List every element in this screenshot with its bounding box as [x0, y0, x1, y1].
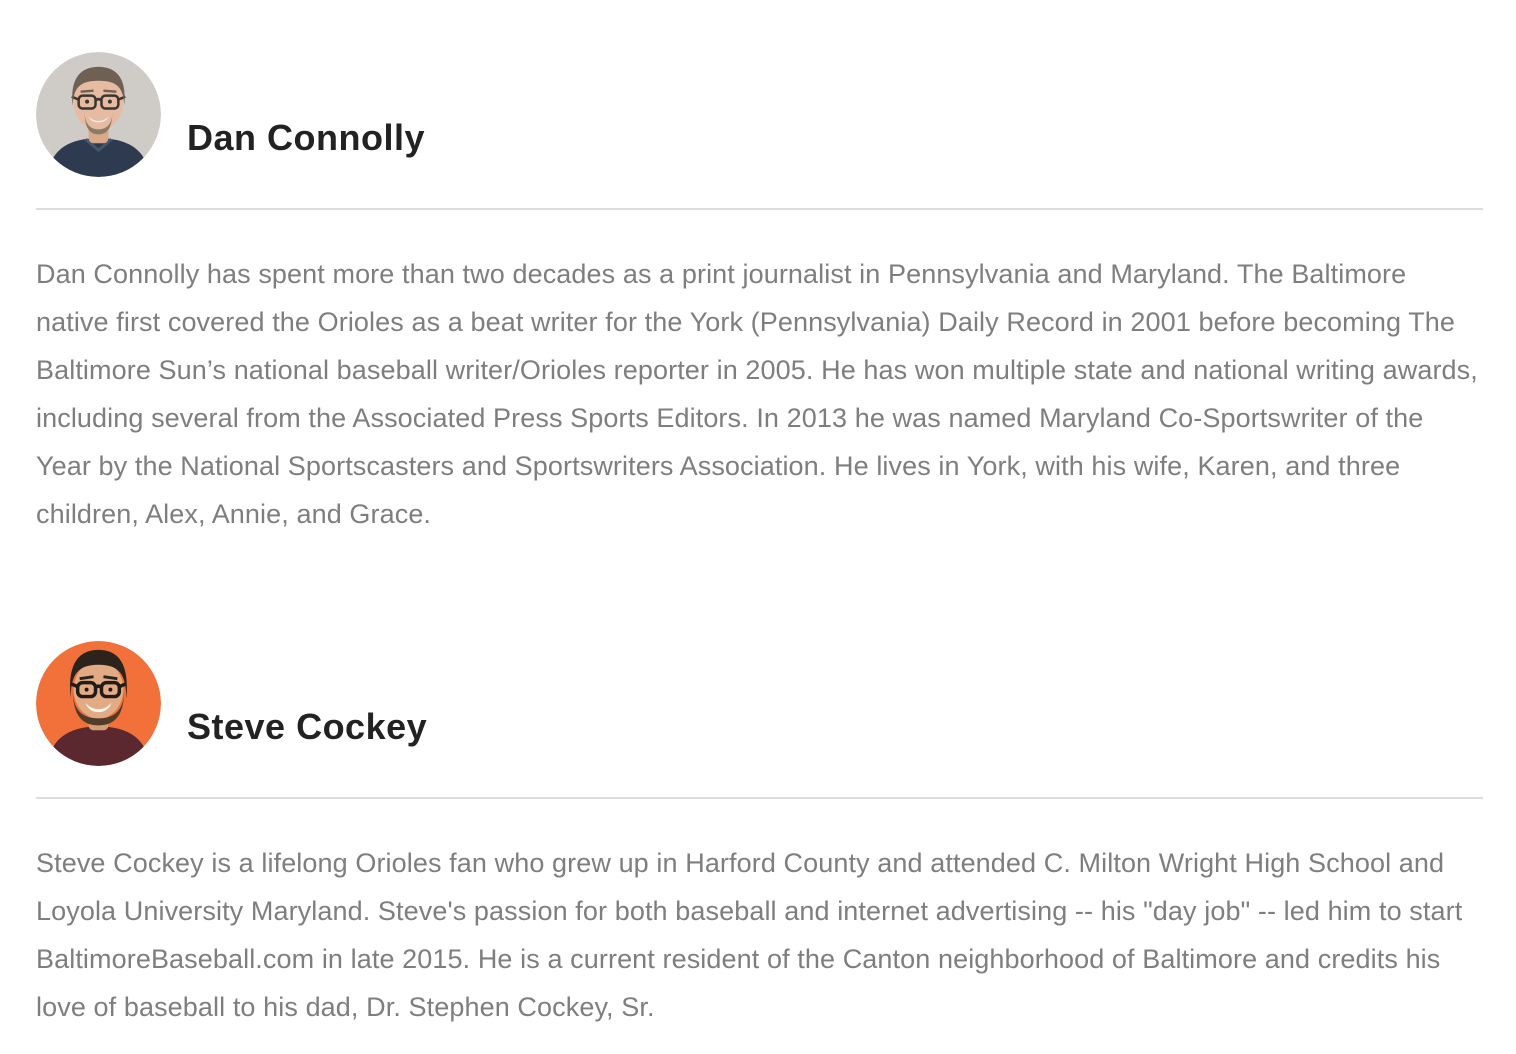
author-bio-text: Dan Connolly has spent more than two decades as a print journalist in Pennsylvania and Maryland. The Baltimore native first covered the Orioles as a beat writer for the York (Pennsylvania) Daily Record in 2001 before becoming The Baltimore Sun’s national baseball writer/Orioles reporter in 2005. He has won multiple state and national writing awards, including several from the Associated Press Sports Editors. In 2013 he was named Maryland Co-Sportswriter of the Year by the National Sportscasters and Sportswriters Association. He lives in York, with his wife, Karen, and three children, Alex, Annie, and Grace.	[36, 259, 1478, 529]
divider	[36, 797, 1483, 799]
author-section-dan-connolly	[36, 0, 1483, 538]
author-bio-text: Steve Cockey is a lifelong Orioles fan who grew up in Harford County and attended C. Milton Wright High School and Loyola University Maryland. Steve's passion for both baseball and internet advertising -- his "day job" -- led him to start BaltimoreBaseball.com in late 2015. He is a current resident of the Canton neighborhood of Baltimore and credits his love of baseball to his dad, Dr. Stephen Cockey, Sr.	[36, 848, 1463, 1022]
steve-cockey-headshot-icon	[36, 641, 161, 766]
author-header	[36, 0, 1483, 177]
avatar	[36, 52, 161, 177]
author-name: Steve Cockey	[187, 706, 428, 747]
author-name: Dan Connolly	[187, 117, 425, 158]
dan-connolly-headshot-icon	[36, 52, 161, 177]
divider	[36, 208, 1483, 210]
author-header	[36, 589, 1483, 766]
avatar	[36, 641, 161, 766]
author-section-steve-cockey	[36, 589, 1483, 1031]
